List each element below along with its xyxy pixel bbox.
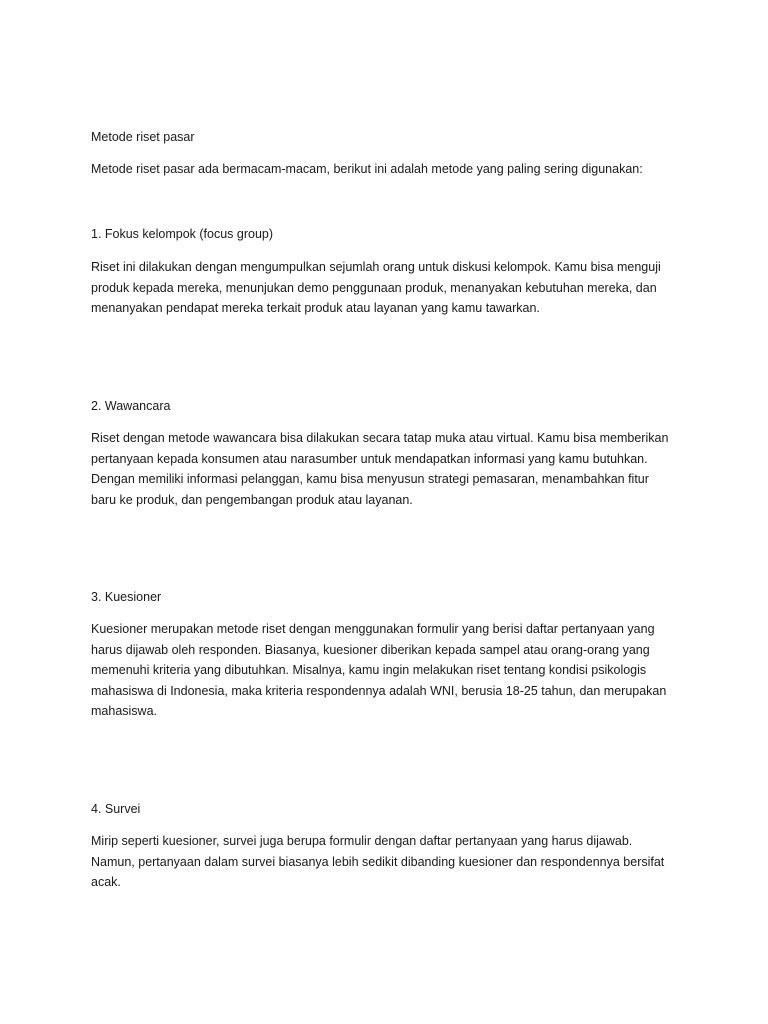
- body-line: memenuhi kriteria yang dibutuhkan. Misalnya, kamu ingin melakukan riset tentang kondisi psikologis: [91, 663, 647, 677]
- body-line: mahasiswa.: [91, 704, 157, 718]
- section-body-focus-group: [91, 257, 691, 319]
- section-heading-kuesioner: 3. Kuesioner: [91, 590, 162, 604]
- body-line: mahasiswa di Indonesia, maka kriteria respondennya adalah WNI, berusia 18-25 tahun, dan merupakan: [91, 683, 667, 698]
- body-line: acak.: [91, 875, 121, 889]
- body-line: Riset ini dilakukan dengan mengumpulkan sejumlah orang untuk diskusi kelompok. Kamu bisa menguji: [91, 260, 661, 274]
- body-line: menanyakan pendapat mereka terkait produk atau layanan yang kamu tawarkan.: [91, 301, 540, 315]
- section-body-wawancara: [91, 428, 691, 510]
- body-line: Mirip seperti kuesioner, survei juga berupa formulir dengan daftar pertanyaan yang harus dijawab.: [91, 834, 633, 848]
- body-line: baru ke produk, dan pengembangan produk atau layanan.: [91, 492, 413, 507]
- section-heading-wawancara: 2. Wawancara: [91, 399, 171, 413]
- section-body-kuesioner: [91, 619, 691, 722]
- intro-paragraph: Metode riset pasar ada bermacam-macam, berikut ini adalah metode yang paling sering digunakan:: [91, 162, 643, 176]
- document-title: Metode riset pasar: [91, 130, 195, 144]
- body-line: Riset dengan metode wawancara bisa dilakukan secara tatap muka atau virtual. Kamu bisa memberikan: [91, 431, 669, 445]
- section-heading-focus-group: 1. Fokus kelompok (focus group): [91, 227, 274, 241]
- section-heading-survei: 4. Survei: [91, 802, 141, 816]
- body-line: Kuesioner merupakan metode riset dengan menggunakan formulir yang berisi daftar pertanyaan yang: [91, 622, 655, 636]
- body-line: produk kepada mereka, menunjukan demo penggunaan produk, menanyakan kebutuhan mereka, dan: [91, 280, 657, 295]
- body-line: Namun, pertanyaan dalam survei biasanya lebih sedikit dibanding kuesioner dan respondennya bersifat: [91, 854, 665, 869]
- body-line: harus dijawab oleh responden. Biasanya, kuesioner diberikan kepada sampel atau orang-orang yang: [91, 642, 650, 657]
- section-body-survei: [91, 831, 691, 893]
- body-line: pertanyaan kepada konsumen atau narasumber untuk mendapatkan informasi yang kamu butuhkan.: [91, 451, 648, 466]
- body-line: Dengan memiliki informasi pelanggan, kamu bisa menyusun strategi pemasaran, menambahkan fitur: [91, 472, 649, 486]
